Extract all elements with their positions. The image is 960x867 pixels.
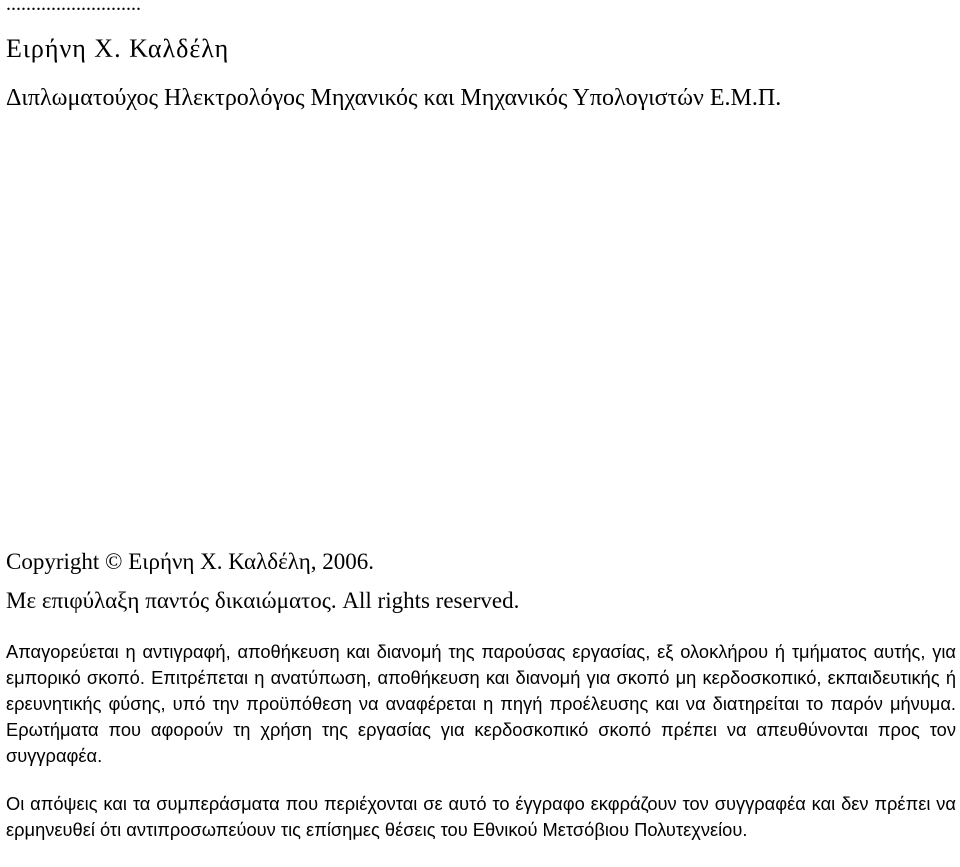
disclaimer-paragraph: Οι απόψεις και τα συμπεράσματα που περιέχονται σε αυτό το έγγραφο εκφράζουν τον συγγραφέα και δεν πρέπει να ερμηνευθεί ότι αντιπροσωπεύουν τις επίσημες θέσεις του Εθνικού Μετσόβιου Πολυτεχνείου.: [6, 793, 956, 840]
copyright-line: Copyright © Ειρήνη Χ. Καλδέλη, 2006.: [6, 549, 374, 574]
author-degree: Διπλωματούχος Ηλεκτρολόγος Μηχανικός και Μηχανικός Υπολογιστών Ε.Μ.Π.: [6, 85, 782, 111]
usage-notice-paragraph: Απαγορεύεται η αντιγραφή, αποθήκευση και διανομή της παρούσας εργασίας, εξ ολοκλήρου ή τμήματος αυτής, για εμπορικό σκοπό. Επιτρέπεται η ανατύπωση, αποθήκευση και διανομή για σκοπό μη κερδοσκοπικό, εκπαιδευτικής ή ερευνητικής φύσης, υπό την προϋπόθεση να αναφέρεται η πηγή προέλευσης και να διατηρείται το παρόν μήνυμα. Ερωτήματα που αφορούν τη χρήση της εργασίας για κερδοσκοπικό σκοπό πρέπει να απευθύνονται προς τον συγγραφέα.: [6, 641, 956, 766]
rights-reserved-line: Με επιφύλαξη παντός δικαιώματος. All rights reserved.: [6, 588, 520, 613]
author-name: Ειρήνη Χ. Καλδέλη: [6, 34, 230, 63]
signature-dots: ...........................: [6, 0, 141, 15]
